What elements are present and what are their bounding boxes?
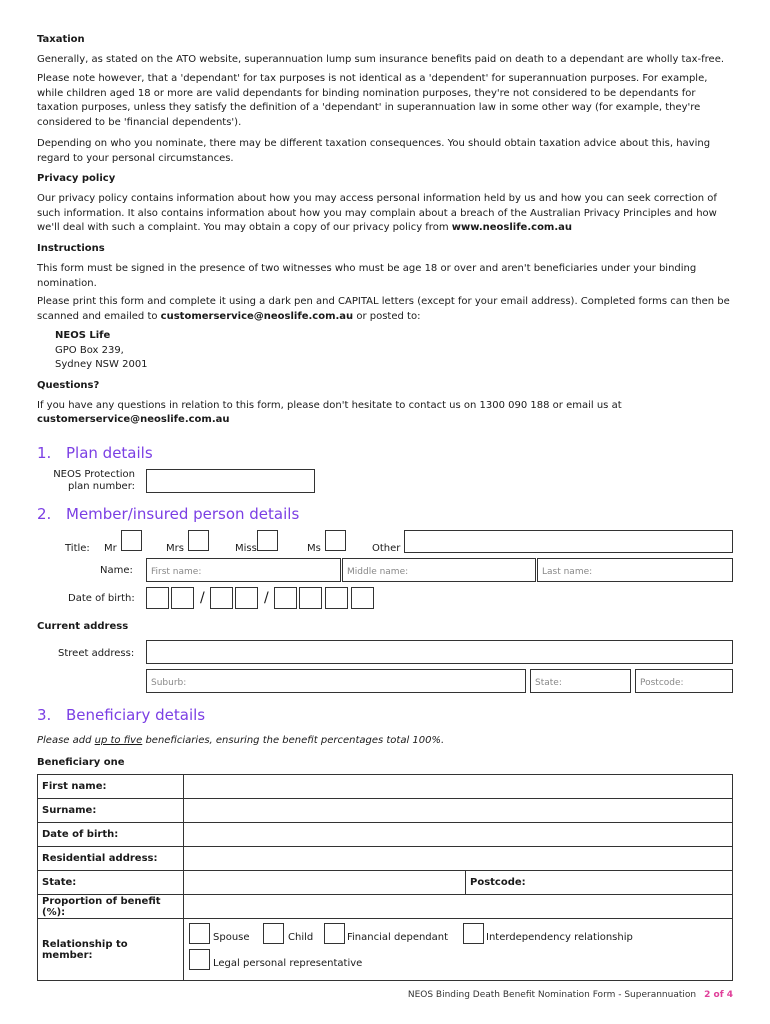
beneficiary-one-table xyxy=(37,774,733,981)
taxation-heading: Taxation xyxy=(37,34,85,45)
instructions-paragraph-2 xyxy=(37,295,732,324)
beneficiary-state-input[interactable] xyxy=(184,871,466,895)
table-row xyxy=(38,775,733,799)
beneficiary-state-label: State: xyxy=(38,871,184,895)
dob-slash-1: / xyxy=(200,590,205,606)
relationship-legal-checkbox[interactable] xyxy=(189,949,210,970)
dob-label: Date of birth: xyxy=(68,593,135,604)
address-line-2: GPO Box 239, xyxy=(55,345,124,356)
privacy-heading: Privacy policy xyxy=(37,173,116,184)
beneficiary-address-input[interactable] xyxy=(184,847,733,871)
taxation-paragraph-1: Generally, as stated on the ATO website, superannuation lump sum insurance benefits paid on death to a dependant are wholly tax-free. xyxy=(37,54,725,65)
section-1-number: 1. xyxy=(37,444,52,462)
table-row xyxy=(38,847,733,871)
name-label: Name: xyxy=(100,565,133,576)
questions-paragraph: If you have any questions in relation to this form, please don't hesitate to contact us on 1300 090 188 or email us at xyxy=(37,400,622,411)
residential-address-label: Residential address: xyxy=(38,847,184,871)
relationship-spouse-label: Spouse xyxy=(213,932,250,943)
section-2-label: Member/insured person details xyxy=(66,505,300,523)
relationship-interdependency-label: Interdependency relationship xyxy=(486,932,633,943)
relationship-financial-label: Financial dependant xyxy=(347,932,449,943)
dob-year-digit-1[interactable] xyxy=(274,587,297,609)
beneficiary-first-name-input[interactable] xyxy=(184,775,733,799)
title-other-input[interactable] xyxy=(404,530,733,553)
beneficiary-proportion-input[interactable] xyxy=(184,895,733,919)
relationship-spouse-checkbox[interactable] xyxy=(189,923,210,944)
footer-title: NEOS Binding Death Benefit Nomination Form - Superannuation xyxy=(407,990,697,1000)
beneficiary-postcode-label: Postcode: xyxy=(470,877,526,888)
relationship-financial-checkbox[interactable] xyxy=(324,923,345,944)
table-row xyxy=(38,799,733,823)
beneficiary-postcode-cell[interactable] xyxy=(466,871,733,895)
plan-number-label-1: NEOS Protection xyxy=(53,469,135,480)
section-3-label: Beneficiary details xyxy=(66,706,206,724)
privacy-text: Our privacy policy contains information about how you may access personal information held by us and how you can seek correction of such information. It also contains information about how you may complain about a breach of the Australian Privacy Principles and how we'll deal with such a complaint. You may obtain a copy of our privacy policy from xyxy=(37,193,717,233)
suburb-input[interactable] xyxy=(146,669,526,693)
dob-day-digit-1[interactable] xyxy=(146,587,169,609)
current-address-heading: Current address xyxy=(37,621,129,632)
middle-name-input[interactable] xyxy=(342,558,536,582)
title-miss-checkbox[interactable] xyxy=(257,530,278,551)
section-2-title xyxy=(37,505,299,523)
beneficiary-note-underlined: up to five xyxy=(94,735,143,746)
surname-label: Surname: xyxy=(38,799,184,823)
section-1-title xyxy=(37,444,153,462)
privacy-paragraph xyxy=(37,192,732,236)
first-name-label: First name: xyxy=(38,775,184,799)
state-input[interactable] xyxy=(530,669,631,693)
beneficiary-note-pre: Please add xyxy=(37,735,95,746)
title-label: Title: xyxy=(65,543,90,554)
plan-number-label-2: plan number: xyxy=(68,481,135,492)
beneficiary-surname-input[interactable] xyxy=(184,799,733,823)
relationship-legal-label: Legal personal representative xyxy=(213,958,363,969)
first-name-input[interactable] xyxy=(146,558,341,582)
questions-heading: Questions? xyxy=(37,380,100,391)
beneficiary-note-post: beneficiaries, ensuring the benefit percentages total 100%. xyxy=(142,735,445,746)
beneficiary-dob-input[interactable] xyxy=(184,823,733,847)
middle-name-placeholder: Middle name: xyxy=(347,567,409,577)
dob-month-digit-1[interactable] xyxy=(210,587,233,609)
title-ms-checkbox[interactable] xyxy=(325,530,346,551)
instructions-text: Please print this form and complete it using a dark pen and CAPITAL letters (except for your email address). Completed forms can then be scanned and emailed to xyxy=(37,296,730,322)
address-line-3: Sydney NSW 2001 xyxy=(55,359,148,370)
title-miss-label: Miss xyxy=(235,543,257,554)
address-line-1: NEOS Life xyxy=(55,330,111,341)
table-row xyxy=(38,823,733,847)
instructions-heading: Instructions xyxy=(37,243,105,254)
street-address-input[interactable] xyxy=(146,640,733,664)
relationship-label: Relationship to member: xyxy=(38,919,184,981)
postcode-placeholder: Postcode: xyxy=(640,678,684,688)
beneficiary-note xyxy=(37,734,732,749)
beneficiary-dob-label: Date of birth: xyxy=(38,823,184,847)
relationship-child-checkbox[interactable] xyxy=(263,923,284,944)
table-row xyxy=(38,919,733,981)
first-name-placeholder: First name: xyxy=(151,567,202,577)
section-3-number: 3. xyxy=(37,706,52,724)
plan-number-label xyxy=(40,469,135,493)
dob-month-digit-2[interactable] xyxy=(235,587,258,609)
proportion-label: Proportion of benefit (%): xyxy=(38,895,184,919)
relationship-interdependency-checkbox[interactable] xyxy=(463,923,484,944)
beneficiary-one-heading: Beneficiary one xyxy=(37,757,125,768)
title-mr-checkbox[interactable] xyxy=(121,530,142,551)
section-3-title xyxy=(37,706,205,724)
instructions-email-link[interactable]: customerservice@neoslife.com.au xyxy=(160,310,354,322)
title-other-label: Other xyxy=(372,543,401,554)
postcode-input[interactable] xyxy=(635,669,733,693)
title-mrs-label: Mrs xyxy=(166,543,184,554)
relationship-child-label: Child xyxy=(288,932,314,943)
page-number: 2 of 4 xyxy=(704,990,733,1000)
dob-day-digit-2[interactable] xyxy=(171,587,194,609)
table-row xyxy=(38,895,733,919)
title-mrs-checkbox[interactable] xyxy=(188,530,209,551)
instructions-text-end: or posted to: xyxy=(353,310,421,322)
dob-year-digit-4[interactable] xyxy=(351,587,374,609)
suburb-placeholder: Suburb: xyxy=(151,678,187,688)
title-ms-label: Ms xyxy=(307,543,321,554)
taxation-paragraph-2: Please note however, that a 'dependant' for tax purposes is not identical as a 'dependent' for superannuation purposes. For example, while children aged 18 or more are valid dependants for binding nomination purposes, they're not considered to be dependants for taxation purposes, unless they satisfy the definition of a 'dependant' in superannuation law in some other way (for example, they're considered to be 'financial dependents'). xyxy=(37,73,708,128)
instructions-paragraph-1: This form must be signed in the presence of two witnesses who must be age 18 or over and aren't beneficiaries under your binding nomination. xyxy=(37,263,697,289)
last-name-placeholder: Last name: xyxy=(542,567,593,577)
section-1-label: Plan details xyxy=(66,444,153,462)
last-name-input[interactable] xyxy=(537,558,733,582)
dob-slash-2: / xyxy=(264,590,269,606)
dob-year-digit-2[interactable] xyxy=(299,587,322,609)
section-2-number: 2. xyxy=(37,505,52,523)
taxation-paragraph-3: Depending on who you nominate, there may be different taxation consequences. You should obtain taxation advice about this, having regard to your personal circumstances. xyxy=(37,138,711,164)
table-row xyxy=(38,871,733,895)
page-footer xyxy=(408,990,733,1000)
relationship-options xyxy=(184,919,733,981)
privacy-policy-link[interactable]: www.neoslife.com.au xyxy=(451,222,573,233)
dob-year-digit-3[interactable] xyxy=(325,587,348,609)
plan-number-input[interactable] xyxy=(146,469,315,493)
questions-email-link[interactable]: customerservice@neoslife.com.au xyxy=(37,414,230,425)
state-placeholder: State: xyxy=(535,678,562,688)
street-address-label: Street address: xyxy=(58,648,135,659)
title-mr-label: Mr xyxy=(104,543,117,554)
